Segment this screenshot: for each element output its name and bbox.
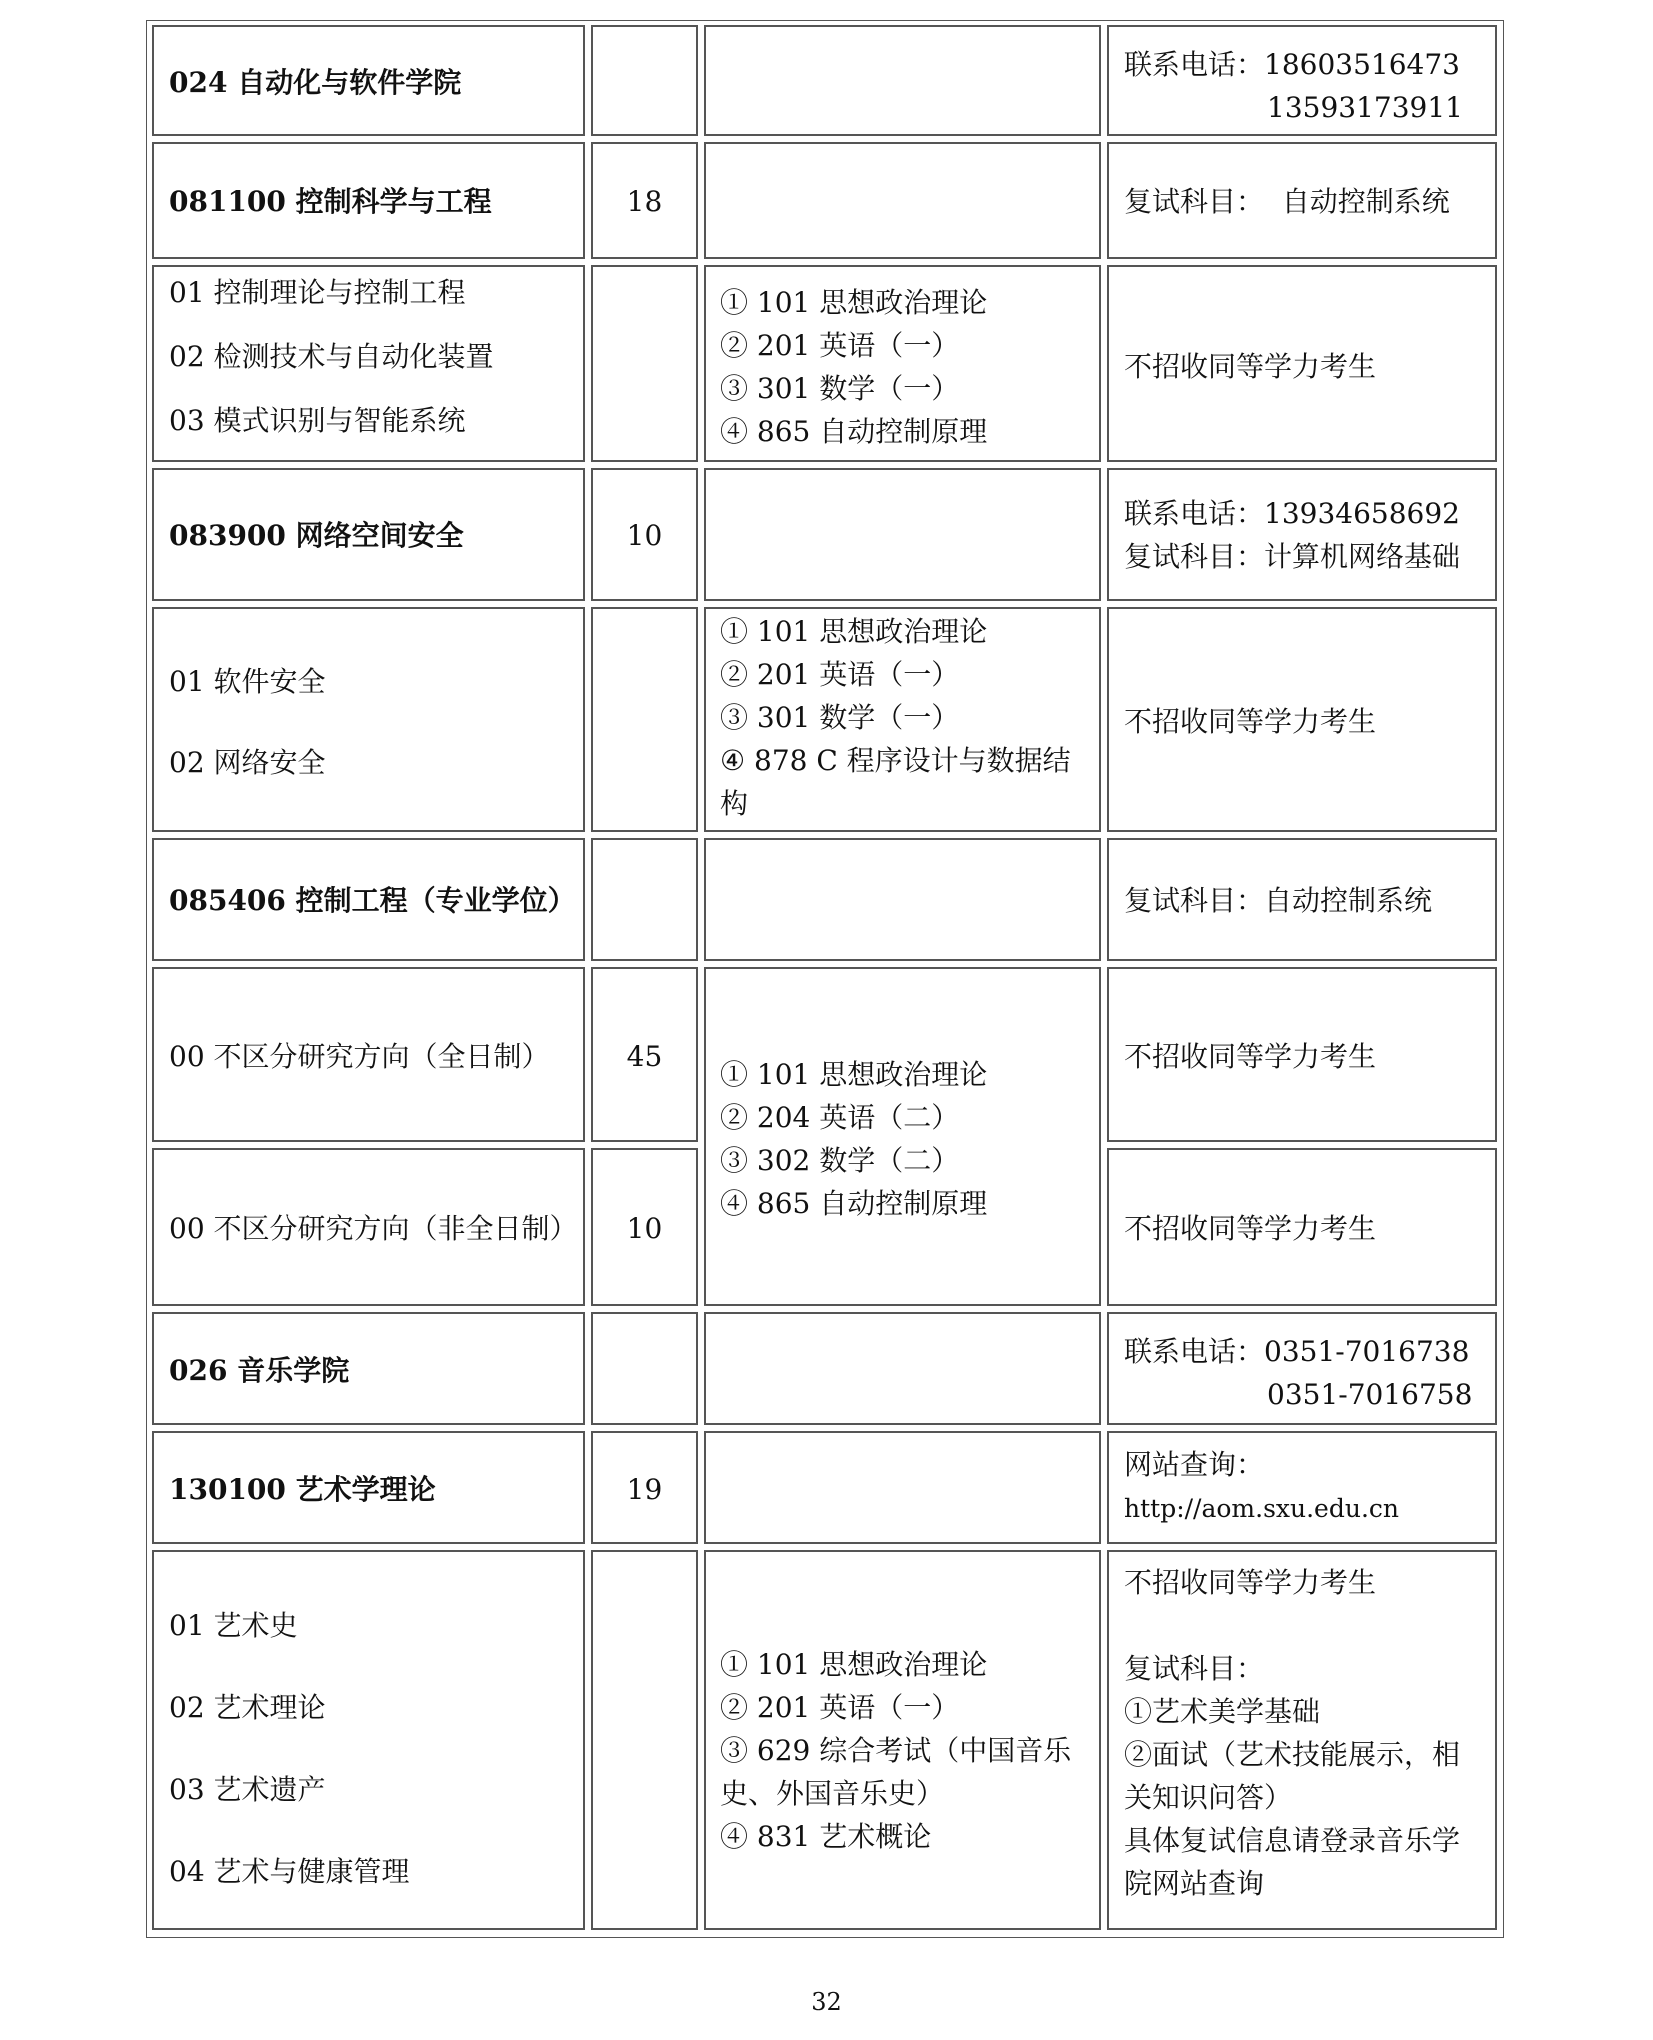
table-cell: [591, 607, 698, 832]
table-cell: [1107, 25, 1497, 136]
direction: 04 艺术与健康管理: [169, 1855, 410, 1888]
table-cell: [591, 1312, 698, 1425]
table-cell: [152, 142, 585, 259]
note: 复试科目：: [1124, 1652, 1265, 1685]
exam-subject: ③ 629 综合考试（中国音乐: [720, 1734, 1072, 1767]
note: 关知识问答）: [1124, 1781, 1293, 1814]
note: 不招收同等学力考生: [1124, 1566, 1377, 1599]
table-cell: [704, 25, 1101, 136]
table-cell: [1107, 1312, 1497, 1425]
direction: 02 网络安全: [169, 746, 326, 779]
direction: 02 艺术理论: [169, 1691, 326, 1724]
table-cell: [1107, 1148, 1497, 1306]
direction: 00 不区分研究方向（全日制）: [169, 1040, 550, 1073]
direction: 03 模式识别与智能系统: [169, 404, 466, 437]
exam-subject: ③ 301 数学（一）: [720, 701, 960, 734]
table-cell: [591, 25, 698, 136]
exam-subject: ② 201 英语（一）: [720, 329, 960, 362]
quota: 19: [626, 1473, 663, 1506]
exam-subject: ④ 865 自动控制原理: [720, 415, 988, 448]
note: 不招收同等学力考生: [1124, 705, 1377, 738]
table-cell: [152, 838, 585, 961]
table-cell: [152, 468, 585, 601]
page-number: 32: [811, 1988, 842, 2016]
program-name: 083900 网络空间安全: [169, 519, 464, 552]
contact-phone-2: 13593173911: [1267, 91, 1463, 124]
table-cell: [591, 838, 698, 961]
quota: 45: [626, 1040, 663, 1073]
table-cell: [1107, 468, 1497, 601]
website-link[interactable]: http://aom.sxu.edu.cn: [1124, 1494, 1399, 1523]
note: ②面试（艺术技能展示，相: [1124, 1738, 1461, 1771]
table-cell: [704, 468, 1101, 601]
note: 具体复试信息请登录音乐学: [1124, 1824, 1461, 1857]
retest-subject: 复试科目： 自动控制系统: [1124, 185, 1450, 218]
table-cell: [704, 1312, 1101, 1425]
table-cell: [152, 1431, 585, 1544]
exam-subject: 史、外国音乐史）: [720, 1777, 945, 1810]
website-label: 网站查询：: [1124, 1448, 1265, 1481]
table-cell: [704, 1550, 1101, 1930]
direction: 00 不区分研究方向（非全日制）: [169, 1212, 578, 1245]
table-cell: [704, 265, 1101, 462]
exam-subject: ③ 301 数学（一）: [720, 372, 960, 405]
direction: 01 软件安全: [169, 665, 326, 698]
note: ①艺术美学基础: [1124, 1695, 1321, 1728]
table-cell: [591, 1431, 698, 1544]
table-cell: [704, 838, 1101, 961]
college-name: 024 自动化与软件学院: [169, 66, 462, 99]
table-cell: [591, 142, 698, 259]
table-cell: [591, 967, 698, 1142]
contact-phone: 联系电话：18603516473: [1124, 48, 1460, 81]
note: 院网站查询: [1124, 1867, 1265, 1900]
exam-subject: ① 101 思想政治理论: [720, 615, 988, 648]
table-cell: [1107, 967, 1497, 1142]
table-cell: [591, 1550, 698, 1930]
table-cell: [152, 607, 585, 832]
program-name: 130100 艺术学理论: [169, 1473, 436, 1506]
table-cell: [152, 967, 585, 1142]
table-cell: [152, 25, 585, 136]
exam-subject: ① 101 思想政治理论: [720, 286, 988, 319]
table-cell: [152, 265, 585, 462]
table-cell: [152, 1148, 585, 1306]
table-cell: [1107, 265, 1497, 462]
direction: 01 艺术史: [169, 1609, 298, 1642]
table-cell: [152, 1550, 585, 1930]
exam-subject: ④ 831 艺术概论: [720, 1820, 932, 1853]
table-cell: [591, 1148, 698, 1306]
note: 不招收同等学力考生: [1124, 350, 1377, 383]
note: 不招收同等学力考生: [1124, 1212, 1377, 1245]
exam-subject: ③ 302 数学（二）: [720, 1144, 960, 1177]
exam-subject: ④ 878 C 程序设计与数据结: [720, 744, 1071, 777]
table-cell: [704, 1431, 1101, 1544]
college-name: 026 音乐学院: [169, 1354, 350, 1387]
quota: 10: [626, 519, 663, 552]
contact-phone: 联系电话：0351-7016738: [1124, 1335, 1470, 1368]
contact-phone-2: 0351-7016758: [1267, 1378, 1473, 1411]
quota: 18: [626, 185, 663, 218]
table-cell: [1107, 607, 1497, 832]
exam-subject: ① 101 思想政治理论: [720, 1058, 988, 1091]
exam-subject: ① 101 思想政治理论: [720, 1648, 988, 1681]
table-cell: [591, 468, 698, 601]
retest-subject: 复试科目：计算机网络基础: [1124, 540, 1461, 573]
retest-subject: 复试科目：自动控制系统: [1124, 884, 1433, 917]
table-cell: [1107, 142, 1497, 259]
exam-subject: ② 204 英语（二）: [720, 1101, 960, 1134]
quota: 10: [626, 1212, 663, 1245]
contact-phone: 联系电话：13934658692: [1124, 497, 1460, 530]
table-cell: [1107, 1550, 1497, 1930]
table-cell: [704, 607, 1101, 832]
exam-subject: ② 201 英语（一）: [720, 1691, 960, 1724]
program-name: 085406 控制工程（专业学位）: [169, 884, 576, 917]
exam-subject: ④ 865 自动控制原理: [720, 1187, 988, 1220]
table-cell: [704, 142, 1101, 259]
note: 不招收同等学力考生: [1124, 1040, 1377, 1073]
table-cell: [704, 967, 1101, 1306]
table-cell: [591, 265, 698, 462]
exam-subject: 构: [720, 787, 749, 820]
table-cell: [1107, 838, 1497, 961]
program-name: 081100 控制科学与工程: [169, 185, 492, 218]
direction: 03 艺术遗产: [169, 1773, 326, 1806]
table-cell: [1107, 1431, 1497, 1544]
direction: 02 检测技术与自动化装置: [169, 340, 494, 373]
table-cell: [152, 1312, 585, 1425]
direction: 01 控制理论与控制工程: [169, 276, 466, 309]
exam-subject: ② 201 英语（一）: [720, 658, 960, 691]
